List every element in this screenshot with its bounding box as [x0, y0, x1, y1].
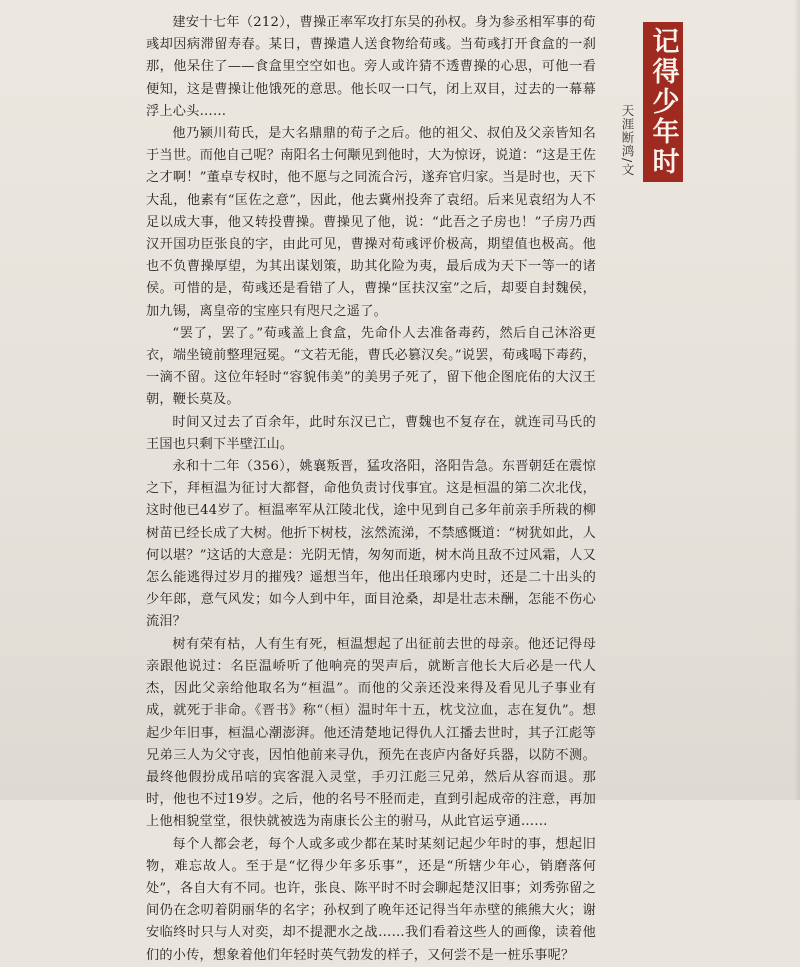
paragraph: 永和十二年（356），姚襄叛晋，猛攻洛阳，洛阳告急。东晋朝廷在震惊之下，拜桓温为征讨大都督，命他负责讨伐事宜。这是桓温的第二次北伐，这时他已44岁了。桓温率军从江陵北伐，途中见到自己多年前亲手所栽的柳树苗已经长成了大树。他折下树枝，泫然流涕，不禁感慨道：“树犹如此，人何以堪？”这话的大意是：光阴无情，匆匆而逝，树木尚且敌不过风霜，人又怎么能逃得过岁月的摧残？遥想当年，他出任琅琊内史时，还是二十出头的少年郎，意气风发；如今人到中年，面目沧桑，却是壮志未酬，怎能不伤心流泪？ [146, 459, 596, 630]
title-banner [643, 22, 683, 182]
paragraph: 建安十七年（212），曹操正率军攻打东吴的孙权。身为参丞相军事的荀彧却因病滞留寿春。某日，曹操遣人送食物给荀彧。当荀彧打开食盒的一刹那，他呆住了——食盒里空空如也。旁人或许猜不透曹操的心思，可他一看便知，这是曹操让他饿死的意思。他长叹一口气，闭上双目，过去的一幕幕浮上心头…… [146, 15, 596, 119]
article-body [146, 12, 596, 967]
page-edge-shadow [794, 0, 800, 800]
paragraph: 他乃颍川荀氏，是大名鼎鼎的荀子之后。他的祖父、叔伯及父亲皆知名于当世。而他自己呢？南阳名士何颙见到他时，大为惊讶，说道：“这是王佐之才啊！”董卓专权时，他不愿与之同流合污，遂弃官归家。当是时也，天下大乱，他素有“匡佐之意”，因此，他去冀州投奔了袁绍。后来见袁绍为人不足以成大事，他又转投曹操。曹操见了他，说：“此吾之子房也！”子房乃西汉开国功臣张良的字，由此可见，曹操对荀彧评价极高，期望值也极高。他也不负曹操厚望，为其出谋划策，助其化险为夷，最后成为天下一等一的诸侯。可惜的是，荀彧还是看错了人，曹操“匡扶汉室”之后，却要自封魏侯，加九锡，离皇帝的宝座只有咫尺之遥了。 [146, 126, 596, 319]
paragraph: 时间又过去了百余年，此时东汉已亡，曹魏也不复存在，就连司马氏的王国也只剩下半壁江山。 [146, 414, 596, 452]
article-title: 记得少年时 [647, 27, 679, 177]
paragraph: 每个人都会老，每个人或多或少都在某时某刻记起少年时的事，想起旧物，难忘故人。至于是“忆得少年多乐事”，还是“所辖少年心，销磨落何处”，各自大有不同。也许，张良、陈平时不时会聊起楚汉旧事；刘秀弥留之间仍在念叨着阴丽华的名字；孙权到了晚年还记得当年赤壁的熊熊大火；谢安临终时只与人对奕，却不提淝水之战……我们看着这些人的画像，读着他们的小传，想象着他们年轻时英气勃发的样子，又何尝不是一桩乐事呢？ [146, 836, 596, 963]
author-byline: 天涯断鸿/文 [620, 104, 635, 177]
paragraph: 树有荣有枯，人有生有死，桓温想起了出征前去世的母亲。他还记得母亲跟他说过：名臣温峤听了他响亮的哭声后，就断言他长大后必是一代人杰，因此父亲给他取名为“桓温”。而他的父亲还没来得及看见儿子事业有成，就死于非命。《晋书》称“（桓）温时年十五，枕戈泣血，志在复仇”。想起少年旧事，桓温心潮澎湃。他还清楚地记得仇人江播去世时，其子江彪等兄弟三人为父守丧，因怕他前来寻仇，预先在丧庐内备好兵器，以防不测。最终他假扮成吊唁的宾客混入灵堂，手刃江彪三兄弟，然后从容而退。那时，他也不过19岁。之后，他的名号不胫而走，直到引起成帝的注意，再加上他相貌堂堂，很快就被选为南康长公主的驸马，从此官运亨通…… [146, 636, 596, 830]
paragraph: “罢了，罢了。”荀彧盖上食盒，先命仆人去准备毒药，然后自己沐浴更衣，端坐镜前整理冠冕。“文若无能，曹氏必篡汉矣。”说罢，荀彧喝下毒药，一滴不留。这位年轻时“容貌伟美”的美男子死了，留下他企图庇佑的大汉王朝，鞭长莫及。 [146, 325, 596, 408]
